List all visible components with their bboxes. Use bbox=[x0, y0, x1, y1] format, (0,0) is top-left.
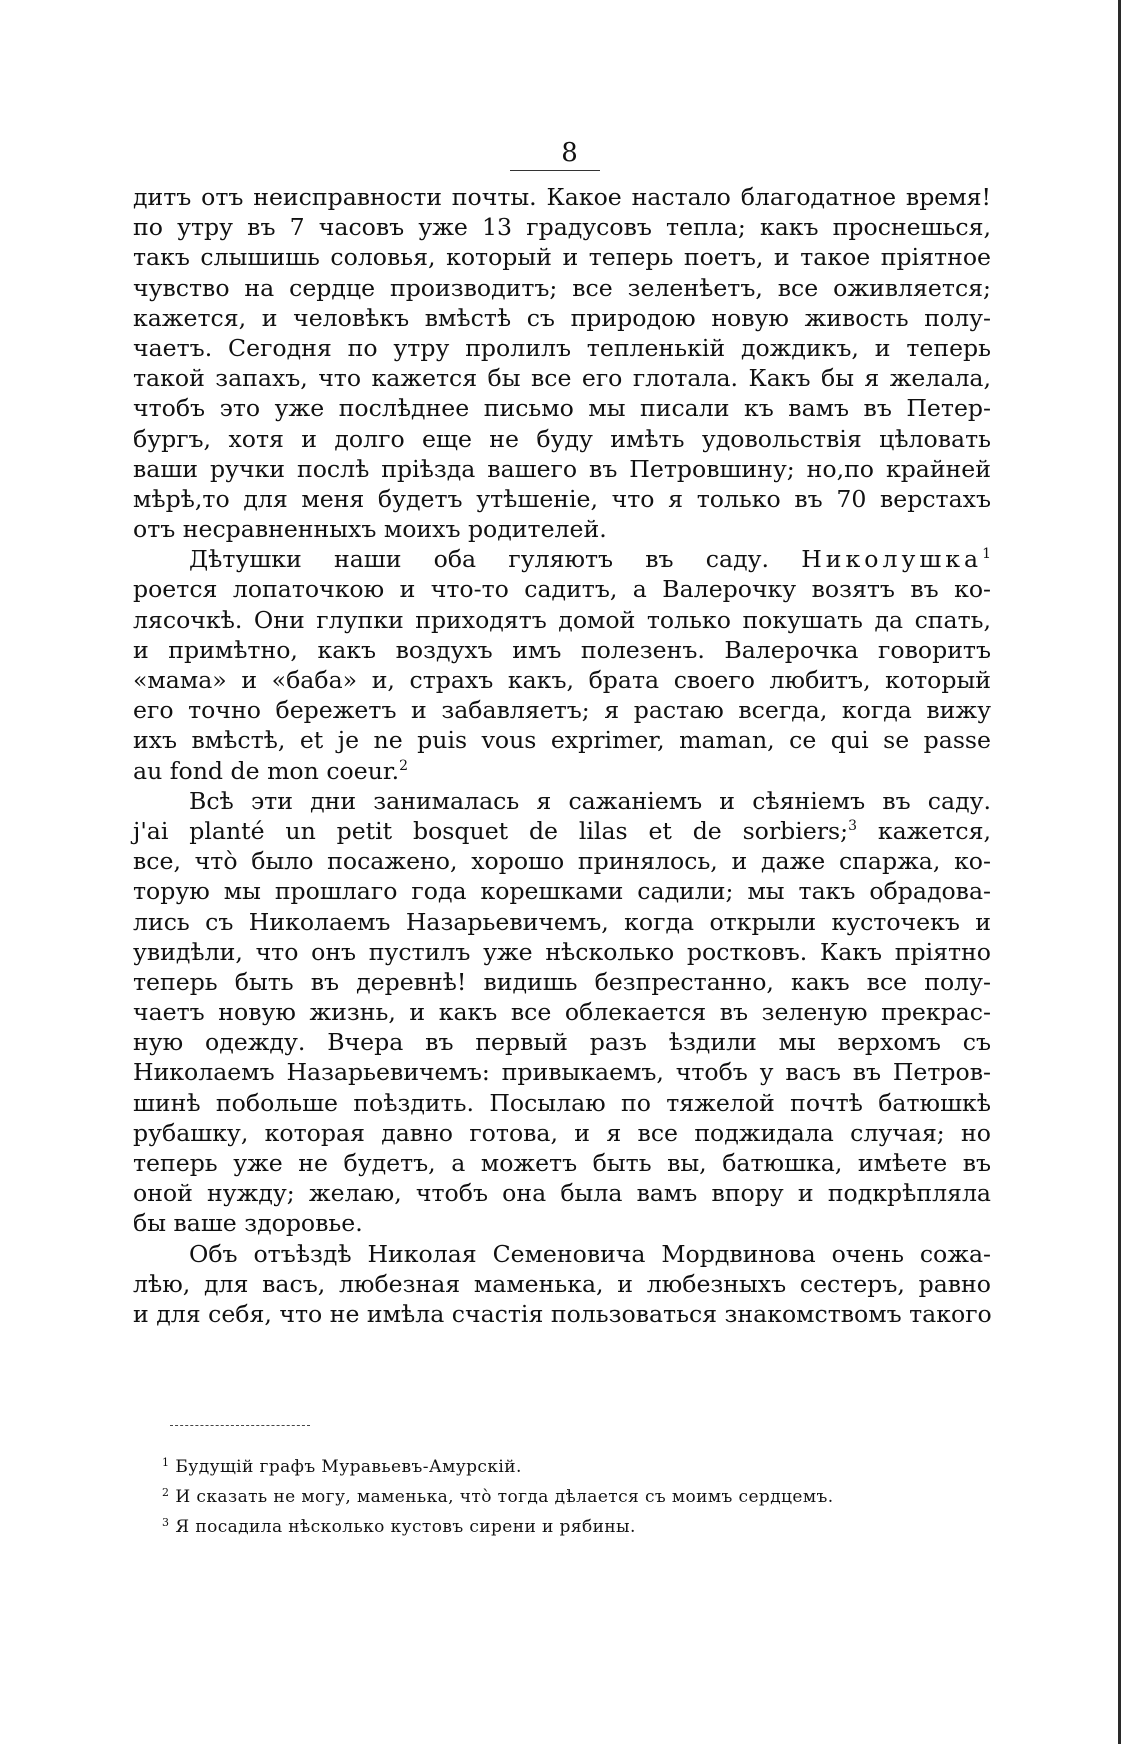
footnote-ref: 2 bbox=[399, 757, 409, 774]
text-line: отъ несравненныхъ моихъ родителей. bbox=[133, 515, 607, 544]
body-text bbox=[133, 182, 991, 1329]
text-line: роется лопаточкою и что-то садитъ, а Валерочку возятъ въ ко- bbox=[133, 575, 991, 604]
text-line bbox=[133, 544, 991, 574]
text-line: торую мы прошлаго года корешками садили; мы такъ обрадова- bbox=[133, 877, 991, 906]
footnote-text: И сказать не могу, маменька, что̀ тогда дѣлается съ моимъ сердцемъ. bbox=[175, 1487, 834, 1507]
text-line: рубашку, которая давно готова, и я все поджидала случая; но bbox=[133, 1118, 991, 1147]
page-number: 8 bbox=[561, 138, 579, 168]
text-line: кажется, и человѣкъ вмѣстѣ съ природою новую живость полу- bbox=[133, 303, 991, 332]
footnote-mark: 2 bbox=[162, 1486, 170, 1499]
text-line: его точно бережетъ и забавляетъ; я растаю всегда, когда вижу bbox=[133, 696, 991, 725]
footnote bbox=[162, 1510, 922, 1540]
text-line: лись съ Николаемъ Назарьевичемъ, когда открыли кусточекъ и bbox=[133, 907, 991, 936]
text-line: все, что̀ было посажено, хорошо принялось, и даже спаржа, ко- bbox=[133, 847, 991, 876]
text-segment: j'ai planté un petit bosquet de lilas et de sorbiers; bbox=[133, 816, 849, 845]
text-line: такъ слышишь соловья, который и теперь поетъ, и такое пріятное bbox=[133, 243, 991, 272]
text-segment: кажется, bbox=[877, 816, 991, 845]
text-line: такой запахъ, что кажется бы все его глотала. Какъ бы я желала, bbox=[133, 364, 991, 393]
footnote bbox=[162, 1480, 922, 1510]
footnote-ref: 1 bbox=[982, 546, 991, 563]
text-line: дитъ отъ неисправности почты. Какое настало благодатное время! bbox=[133, 183, 991, 211]
header-rule bbox=[510, 170, 600, 171]
footnotes bbox=[162, 1450, 922, 1540]
footnote-mark: 3 bbox=[162, 1516, 170, 1529]
text-line: увидѣли, что онъ пустилъ уже нѣсколько ростковъ. Какъ пріятно bbox=[133, 937, 991, 966]
footnote-rule bbox=[170, 1425, 310, 1426]
text-line: теперь быть въ деревнѣ! видишь безпрестанно, какъ все полу- bbox=[133, 967, 991, 996]
text-line: шинѣ побольше поѣздить. Посылаю по тяжелой почтѣ батюшкѣ bbox=[133, 1088, 991, 1117]
spaced-name: Николушка bbox=[801, 545, 983, 574]
text-line: чаетъ. Сегодня по утру пролилъ тепленькій дождикъ, и теперь bbox=[133, 333, 991, 362]
text-line: чаетъ новую жизнь, и какъ все облекается въ зеленую прекрас- bbox=[133, 998, 991, 1027]
text-line: ную одежду. Вчера въ первый разъ ѣздили мы верхомъ съ bbox=[133, 1028, 991, 1057]
text-line bbox=[133, 756, 991, 786]
footnote-ref: 3 bbox=[848, 817, 858, 834]
footnote-text: Будущій графъ Муравьевъ-Амурскій. bbox=[175, 1457, 522, 1477]
page-edge-shadow bbox=[1118, 0, 1121, 1744]
text-line: по утру въ 7 часовъ уже 13 градусовъ тепла; какъ проснешься, bbox=[133, 213, 991, 242]
text-line: теперь уже не будетъ, а можетъ быть вы, батюшка, имѣете въ bbox=[133, 1149, 991, 1177]
text-line: Объ отъѣздѣ Николая Семеновича Мордвинова очень сожа- bbox=[189, 1239, 991, 1268]
footnote-mark: 1 bbox=[162, 1456, 170, 1469]
text-line: лясочкѣ. Они глупки приходятъ домой только покушать да спать, bbox=[133, 605, 991, 634]
text-line bbox=[133, 816, 991, 846]
text-line: Николаемъ Назарьевичемъ: привыкаемъ, чтобъ у васъ въ Петров- bbox=[133, 1058, 991, 1087]
text-segment: au fond de mon coeur. bbox=[133, 756, 400, 785]
text-line: чувство на сердце производитъ; все зеленѣетъ, все оживляется; bbox=[133, 273, 991, 302]
text-segment: Дѣтушки наши оба гуляютъ въ саду. bbox=[189, 545, 769, 574]
text-line: Всѣ эти дни занималась я сажаніемъ и сѣяніемъ въ саду. bbox=[189, 786, 991, 815]
text-line: бы ваше здоровье. bbox=[133, 1209, 363, 1238]
text-line: чтобъ это уже послѣднее письмо мы писали къ вамъ въ Петер- bbox=[133, 394, 991, 423]
text-line: ихъ вмѣстѣ, et je ne puis vous exprimer, maman, ce qui se passe bbox=[133, 726, 991, 755]
text-line: ваши ручки послѣ пріѣзда вашего въ Петровшину; но,по крайней bbox=[133, 454, 991, 483]
footnote-text: Я посадила нѣсколько кустовъ сирени и рябины. bbox=[175, 1517, 636, 1537]
text-line: «мама» и «баба» и, страхъ какъ, брата своего любитъ, который bbox=[133, 666, 991, 694]
footnote bbox=[162, 1450, 922, 1480]
text-line: мѣрѣ,то для меня будетъ утѣшеніе, что я только въ 70 верстахъ bbox=[133, 484, 991, 513]
text-line: лѣю, для васъ, любезная маменька, и любезныхъ сестеръ, равно bbox=[133, 1269, 991, 1298]
text-line: бургъ, хотя и долго еще не буду имѣть удовольствія цѣловать bbox=[133, 424, 991, 453]
text-line: и для себя, что не имѣла счастія пользоваться знакомствомъ такого bbox=[133, 1299, 992, 1328]
text-line: оной нужду; желаю, чтобъ она была вамъ впору и подкрѣпляла bbox=[133, 1179, 991, 1208]
text-line: и примѣтно, какъ воздухъ имъ полезенъ. Валерочка говоритъ bbox=[133, 635, 991, 664]
